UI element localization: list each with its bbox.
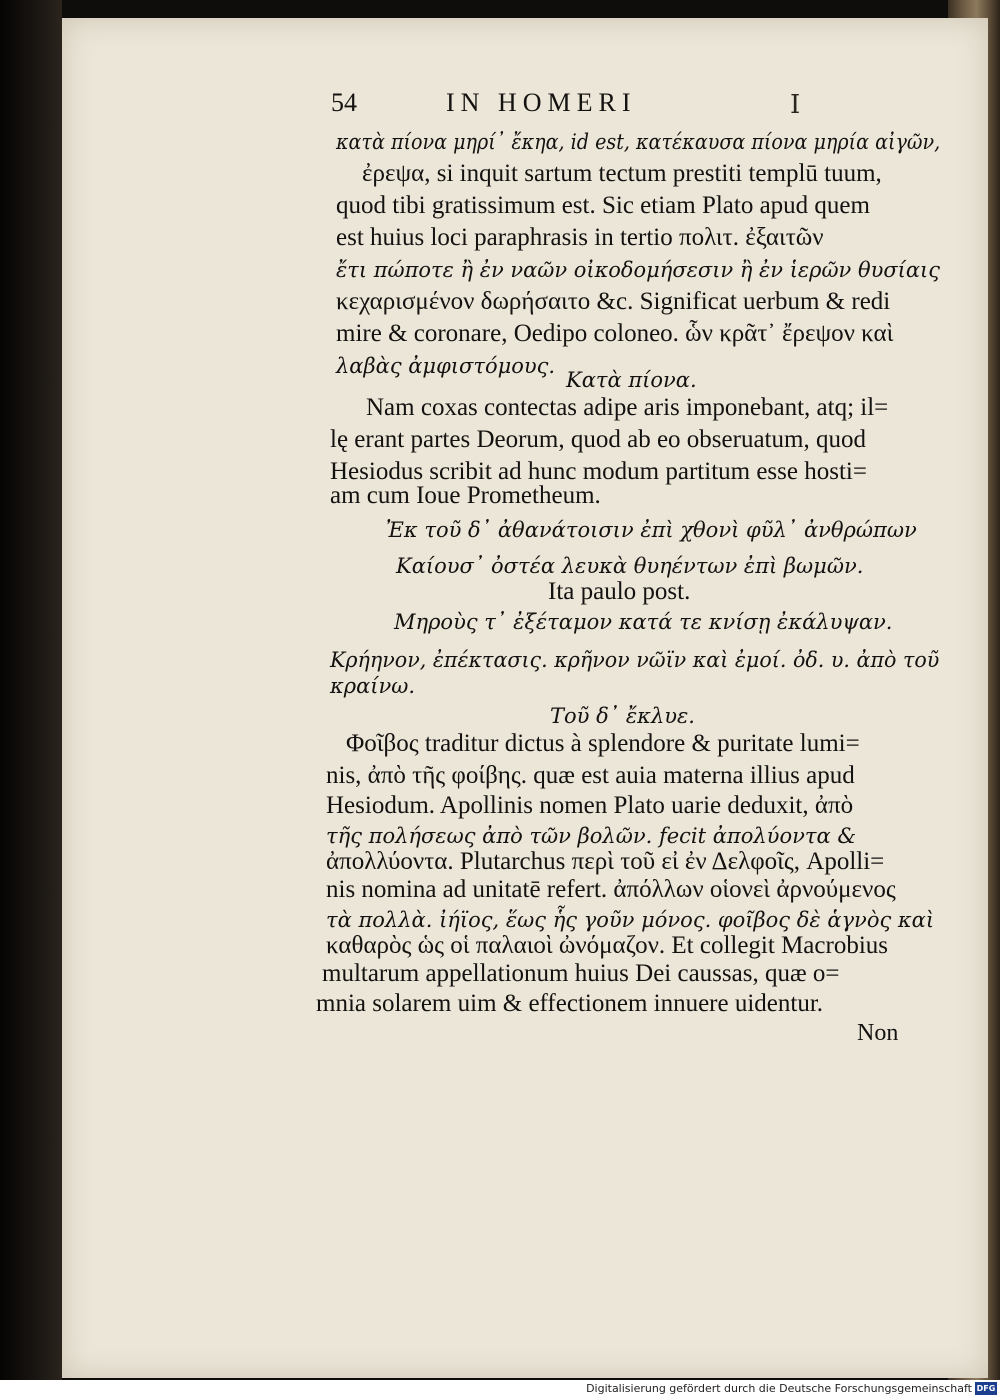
text-line-6: κεχαρισμένον δωρήσαιτο &c. Significat uerbum & redi	[336, 288, 891, 315]
text-line-12: Hesiodus scribit ad hunc modum partitum esse hosti=	[330, 458, 867, 485]
funding-credit: Digitalisierung gefördert durch die Deutsche Forschungsgemeinschaft	[586, 1382, 972, 1395]
text-line-4: est huius loci paraphrasis in tertio πολιτ. ἐξαιτῶν	[336, 224, 824, 251]
text-line-10: Nam coxas contectas adipe aris imponebant, atq; il=	[366, 394, 889, 421]
text-line-23: Hesiodum. Apollinis nomen Plato uarie deduxit, ἀπὸ	[326, 792, 854, 819]
text-line-2: ἐρεψα, si inquit sartum tectum prestiti templū tuum,	[362, 160, 882, 187]
text-line-26: nis nomina ad unitatē refert. ἀπόλλων οἱονεὶ ἀρνούμενος	[326, 876, 896, 903]
text-line-5: ἔτι πώποτε ἢ ἐν ναῶν οἰκοδομήσεσιν ἢ ἐν ἱερῶν θυσίαις	[336, 258, 940, 282]
section-heading-2: Τοῦ δ᾽ ἔκλυε.	[550, 704, 695, 728]
running-head-mark: I	[790, 90, 801, 120]
text-line-30: mnia solarem uim & effectionem innuere uidentur.	[316, 990, 824, 1017]
quote-line-2: Καίουσ᾽ ὀστέα λευκὰ θυηέντων ἐπὶ βωμῶν.	[396, 554, 864, 578]
book-page	[62, 18, 988, 1378]
text-line-28: καθαρὸς ὡς οἱ παλαιοὶ ὠνόμαζον. Et collegit Macrobius	[326, 932, 888, 959]
catchword: Non	[857, 1020, 899, 1046]
text-line-19: κραίνω.	[330, 674, 416, 698]
text-line-27: τὰ πολλὰ. ἰήϊος, ἕως ἧς γοῦν μόνος. φοῖβος δὲ ἁγνὸς καὶ	[326, 908, 935, 932]
text-line-25: ἀπολλύοντα. Plutarchus περὶ τοῦ εἰ ἐν Δελφοῖς, Apolli=	[326, 848, 885, 875]
text-line-18: Κρήηνον, ἐπέκτασις. κρῆνον νῶϊν καὶ ἐμοί. ὀδ. υ. ἀπὸ τοῦ	[330, 648, 940, 672]
text-line-22: nis, ἀπὸ τῆς φοίβης. quæ est auia materna illius apud	[326, 762, 855, 789]
text-line-13: am cum Ioue Prometheum.	[330, 482, 601, 509]
book-binding-shadow	[0, 0, 62, 1397]
text-line-29: multarum appellationum huius Dei caussas, quæ o=	[322, 960, 840, 987]
text-line-16: Ita paulo post.	[548, 578, 691, 605]
text-line-7: mire & coronare, Oedipo coloneo. ὧν κρᾶτ᾽ ἔρεψον καὶ	[336, 320, 894, 347]
text-line-24: τῆς πολήσεως ἀπὸ τῶν βολῶν. fecit ἀπολύοντα &	[326, 824, 857, 848]
dfg-logo: DFG	[976, 1384, 996, 1393]
text-line-8: λαβὰς ἀμφιστόμους.	[336, 354, 556, 378]
text-line-11: lę erant partes Deorum, quod ab eo obseruatum, quod	[330, 426, 866, 453]
quote-line-3: Μηροὺς τ᾽ ἐξέταμον κατά τε κνίσῃ ἐκάλυψαν.	[394, 610, 893, 634]
text-line-21: Φοῖβος traditur dictus à splendore & puritate lumi=	[346, 730, 860, 757]
page-number: 54	[331, 88, 357, 117]
text-line-3: quod tibi gratissimum est. Sic etiam Plato apud quem	[336, 192, 870, 219]
quote-line-1: Ἐκ τοῦ δ᾽ ἀθανάτοισιν ἐπὶ χθονὶ φῦλ᾽ ἀνθρώπων	[386, 518, 917, 542]
section-heading-1: Κατὰ πίονα.	[566, 368, 697, 392]
text-line-1: κατὰ πίονα μηρί᾽ ἔκηα, id est, κατέκαυσα πίονα μηρία αἰγῶν,	[336, 130, 941, 154]
running-head: IN HOMERI	[446, 88, 637, 117]
